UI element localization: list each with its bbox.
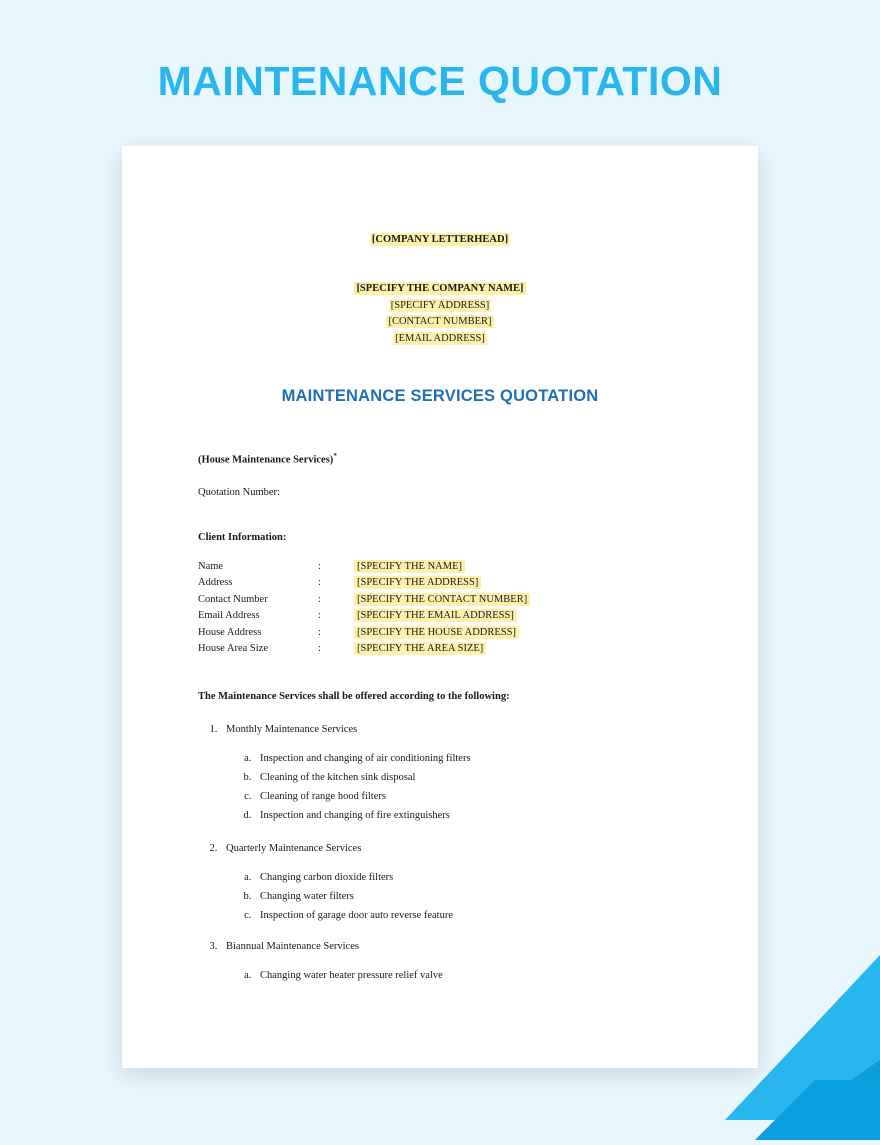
service-section-title: Quarterly Maintenance Services (226, 842, 362, 854)
client-address-value: [SPECIFY THE ADDRESS] (354, 576, 481, 589)
client-field-value[interactable] (354, 609, 530, 626)
company-address-text: [SPECIFY ADDRESS] (390, 299, 490, 311)
client-field-colon: : (318, 610, 321, 621)
service-sublist (226, 869, 682, 924)
list-item: b. Changing water filters (254, 888, 682, 905)
list-item: c. Inspection of garage door auto reverse feature (254, 907, 682, 924)
client-field-colon: : (318, 593, 321, 605)
client-field-label: House Area Size (198, 643, 268, 654)
decorative-triangle-accent (755, 1080, 880, 1140)
table-row (198, 642, 530, 659)
company-block (198, 281, 682, 347)
quotation-number-label: Quotation Number: (198, 486, 280, 498)
document-content (198, 146, 682, 1000)
document-subject-mark: * (333, 452, 337, 460)
services-intro: The Maintenance Services shall be offered according to the following: (198, 690, 510, 702)
document-page (122, 146, 758, 1068)
company-name-text: [SPECIFY THE COMPANY NAME] (356, 283, 524, 294)
document-subject-text: (House Maintenance Services) (198, 454, 334, 466)
list-item: a. Changing carbon dioxide filters (254, 869, 682, 886)
list-item: d. Inspection and changing of fire extinguishers (254, 807, 682, 824)
client-field-colon: : (318, 626, 321, 638)
document-heading: MAINTENANCE SERVICES QUOTATION (281, 387, 599, 405)
document-subject (198, 452, 682, 466)
decorative-triangle-small (765, 1060, 880, 1140)
client-email-value: [SPECIFY THE EMAIL ADDRESS] (354, 609, 517, 622)
client-area-size-value: [SPECIFY THE AREA SIZE] (354, 642, 486, 655)
client-field-label: Address (198, 577, 233, 588)
client-field-colon: : (318, 560, 321, 572)
client-information-title: Client Information: (198, 531, 287, 543)
company-email-text: [EMAIL ADDRESS] (395, 332, 485, 344)
service-sublist (226, 967, 682, 984)
client-information-table (198, 560, 530, 659)
client-field-value[interactable] (354, 642, 530, 659)
list-item: a. Changing water heater pressure relief valve (254, 967, 682, 984)
company-address-line (198, 298, 682, 315)
company-letterhead-text: [COMPANY LETTERHEAD] (371, 234, 509, 245)
client-field-value[interactable] (354, 576, 530, 593)
client-house-address-value: [SPECIFY THE HOUSE ADDRESS] (354, 626, 519, 639)
list-item (220, 938, 682, 984)
company-name-line (198, 281, 682, 298)
document-body (122, 146, 758, 1068)
client-field-label: Contact Number (198, 593, 268, 605)
service-section-title: Biannual Maintenance Services (226, 940, 359, 952)
list-item (220, 721, 682, 824)
table-row (198, 593, 530, 610)
client-field-label: Name (198, 560, 224, 572)
client-field-colon: : (318, 643, 321, 654)
company-letterhead (198, 234, 682, 245)
company-contact-line (198, 314, 682, 331)
list-item: a. Inspection and changing of air conditioning filters (254, 750, 682, 767)
service-sublist (226, 750, 682, 824)
page-title: MAINTENANCE QUOTATION (157, 58, 723, 104)
table-row (198, 576, 530, 593)
list-item (220, 840, 682, 924)
table-row (198, 609, 530, 626)
client-field-value[interactable] (354, 626, 530, 643)
list-item: b. Cleaning of the kitchen sink disposal (254, 769, 682, 786)
client-field-label: House Address (198, 626, 262, 638)
table-row (198, 560, 530, 577)
client-contact-value: [SPECIFY THE CONTACT NUMBER] (354, 593, 530, 606)
table-row (198, 626, 530, 643)
client-field-colon: : (318, 577, 321, 588)
client-field-value[interactable] (354, 593, 530, 610)
list-item: c. Cleaning of range hood filters (254, 788, 682, 805)
client-field-label: Email Address (198, 610, 260, 621)
company-contact-text: [CONTACT NUMBER] (388, 316, 492, 327)
client-field-value[interactable] (354, 560, 530, 577)
client-name-value: [SPECIFY THE NAME] (354, 560, 465, 573)
services-list (198, 721, 682, 984)
service-section-title: Monthly Maintenance Services (226, 723, 358, 735)
company-email-line (198, 331, 682, 348)
